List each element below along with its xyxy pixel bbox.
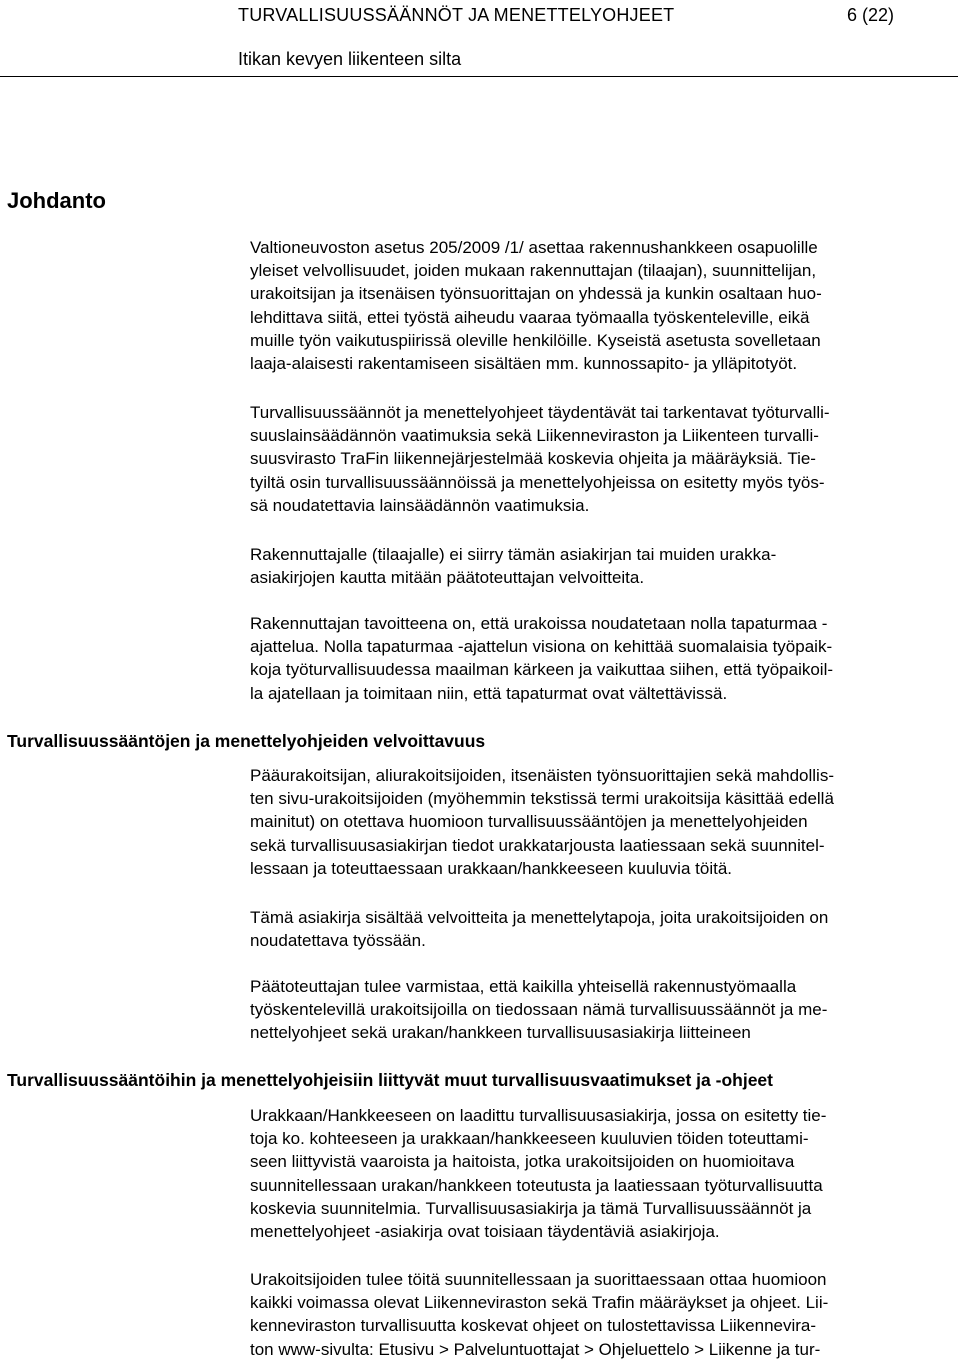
page-header — [0, 0, 958, 77]
text-line: Urakoitsijoiden tulee töitä suunnitellessaan ja suorittaessaan ottaa huomioon — [250, 1270, 827, 1289]
text-line: asiakirjojen kautta mitään päätoteuttajan velvoitteita. — [250, 568, 645, 588]
section-heading-velvoittavuus: Turvallisuussääntöjen ja menettelyohjeiden velvoittavuus — [7, 731, 486, 751]
text-line: tyiltä osin turvallisuussäännöissä ja menettelyohjeissa on esitetty myös työs- — [250, 472, 825, 492]
requirements-paragraph-1 — [250, 1104, 956, 1243]
text-line: Rakennuttajalle (tilaajalle) ei siirry tämän asiakirjan tai muiden urakka- — [250, 545, 777, 564]
text-line: suusvirasto TraFin liikennejärjestelmää koskevia ohjeita ja määräyksiä. Tie- — [250, 449, 816, 469]
text-line: kenneviraston turvallisuutta koskevat ohjeet on tulostettavissa Liikennevira- — [250, 1316, 817, 1336]
text-line: toja ko. kohteeseen ja urakkaan/hankkeeseen kuuluvien töiden toteuttami- — [250, 1129, 809, 1149]
obligation-paragraph-2 — [250, 906, 956, 952]
text-line: la ajatellaan ja toimitaan niin, että tapaturmat ovat vältettävissä. — [250, 683, 728, 703]
page-number: 6 (22) — [847, 5, 895, 25]
intro-paragraph-1 — [250, 236, 956, 375]
requirements-paragraph-2 — [250, 1268, 956, 1361]
text-line: urakoitsijan ja itsenäisen työnsuorittajan on yhdessä ja kunkin osaltaan huo- — [250, 284, 822, 304]
text-line: ton www-sivulta: Etusivu > Palveluntuottajat > Ohjeluettelo > Liikenne ja tur- — [250, 1339, 821, 1359]
text-line: Tämä asiakirja sisältää velvoitteita ja menettelytapoja, joita urakoitsijoiden on — [250, 908, 829, 927]
obligation-paragraph-3 — [250, 975, 956, 1045]
text-line: laaja-alaisesti rakentamiseen sisältäen mm. kunnossapito- ja ylläpitotyöt. — [250, 354, 798, 374]
text-line: lessaan ja toteuttaessaan urakkaan/hankkeeseen kuuluvia töitä. — [250, 858, 732, 878]
text-line: Turvallisuussäännöt ja menettelyohjeet täydentävät tai tarkentavat työturvalli- — [250, 403, 830, 422]
text-line: työskentelevillä urakoitsijoilla on tiedossaan nämä turvallisuussäännöt ja me- — [250, 1000, 828, 1020]
text-line: suuslainsäädännön vaatimuksia sekä Liikenneviraston ja Liikenteen turvalli- — [250, 426, 819, 446]
text-line: lehdittava siitä, ettei työstä aiheudu vaaraa työmaalla työskenteleville, eikä — [250, 307, 810, 327]
text-line: mainitut) on otettava huomioon turvallisuussääntöjen ja menettelyohjeiden — [250, 812, 808, 832]
text-line: muille työn vaikutuspiirissä oleville henkilöille. Kyseistä asetusta sovelletaan — [250, 330, 821, 350]
intro-paragraph-4 — [250, 612, 956, 705]
text-line: Pääurakoitsijan, aliurakoitsijoiden, itsenäisten työnsuorittajien sekä mahdollis- — [250, 766, 834, 785]
intro-paragraph-3 — [250, 543, 956, 589]
text-line: sekä turvallisuusasiakirjan tiedot urakkatarjousta laatiessaan sekä suunnitel- — [250, 835, 825, 855]
text-line: seen liittyvistä vaaroista ja haitoista, jotka urakoitsijoiden on huomioitava — [250, 1152, 795, 1172]
section-heading-johdanto: Johdanto — [7, 188, 106, 213]
text-line: Valtioneuvoston asetus 205/2009 /1/ asettaa rakennushankkeen osapuolille — [250, 238, 818, 257]
text-line: koja työturvallisuudessa maailman kärkeen ja vaikuttaa siihen, että työpaikoil- — [250, 660, 834, 680]
text-line: Rakennuttajan tavoitteena on, että urakoissa noudatetaan nolla tapaturmaa - — [250, 614, 828, 633]
text-line: nettelyohjeet sekä urakan/hankkeen turvallisuusasiakirja liitteineen — [250, 1023, 751, 1043]
text-line: yleiset velvollisuudet, joiden mukaan rakennuttajan (tilaajan), suunnittelijan, — [250, 261, 817, 281]
section-heading-muut-vaatimukset: Turvallisuussääntöihin ja menettelyohjeisiin liittyvät muut turvallisuusvaatimukset ja -ohjeet — [7, 1070, 773, 1090]
text-line: noudatettava työssään. — [250, 931, 426, 951]
text-line: suunnitellessaan urakan/hankkeen toteutusta ja laatiessaan työturvallisuutta — [250, 1175, 823, 1195]
text-line: koskevia suunnitelmia. Turvallisuusasiakirja ja tämä Turvallisuussäännöt ja — [250, 1198, 812, 1218]
intro-paragraph-2 — [250, 401, 956, 517]
document-title: TURVALLISUUSSÄÄNNÖT JA MENETTELYOHJEET — [238, 5, 675, 25]
text-line: ten sivu-urakoitsijoiden (myöhemmin tekstissä termi urakoitsija käsittää edellä — [250, 789, 834, 809]
text-line: Päätoteuttajan tulee varmistaa, että kaikilla yhteisellä rakennustyömaalla — [250, 977, 797, 996]
obligation-paragraph-1 — [250, 764, 956, 880]
text-line: menettelyohjeet -asiakirja ovat toisiaan täydentäviä asiakirjoja. — [250, 1222, 720, 1242]
text-line: ajattelua. Nolla tapaturmaa -ajattelun visiona on kehittää suomalaisia työpaik- — [250, 637, 833, 657]
text-line: kaikki voimassa olevat Liikenneviraston sekä Trafin määräykset ja ohjeet. Lii- — [250, 1293, 829, 1313]
document-subtitle: Itikan kevyen liikenteen silta — [238, 49, 462, 69]
text-line: sä noudatettavia lainsäädännön vaatimuksia. — [250, 495, 590, 515]
text-line: Urakkaan/Hankkeeseen on laadittu turvallisuusasiakirja, jossa on esitetty tie- — [250, 1106, 827, 1125]
